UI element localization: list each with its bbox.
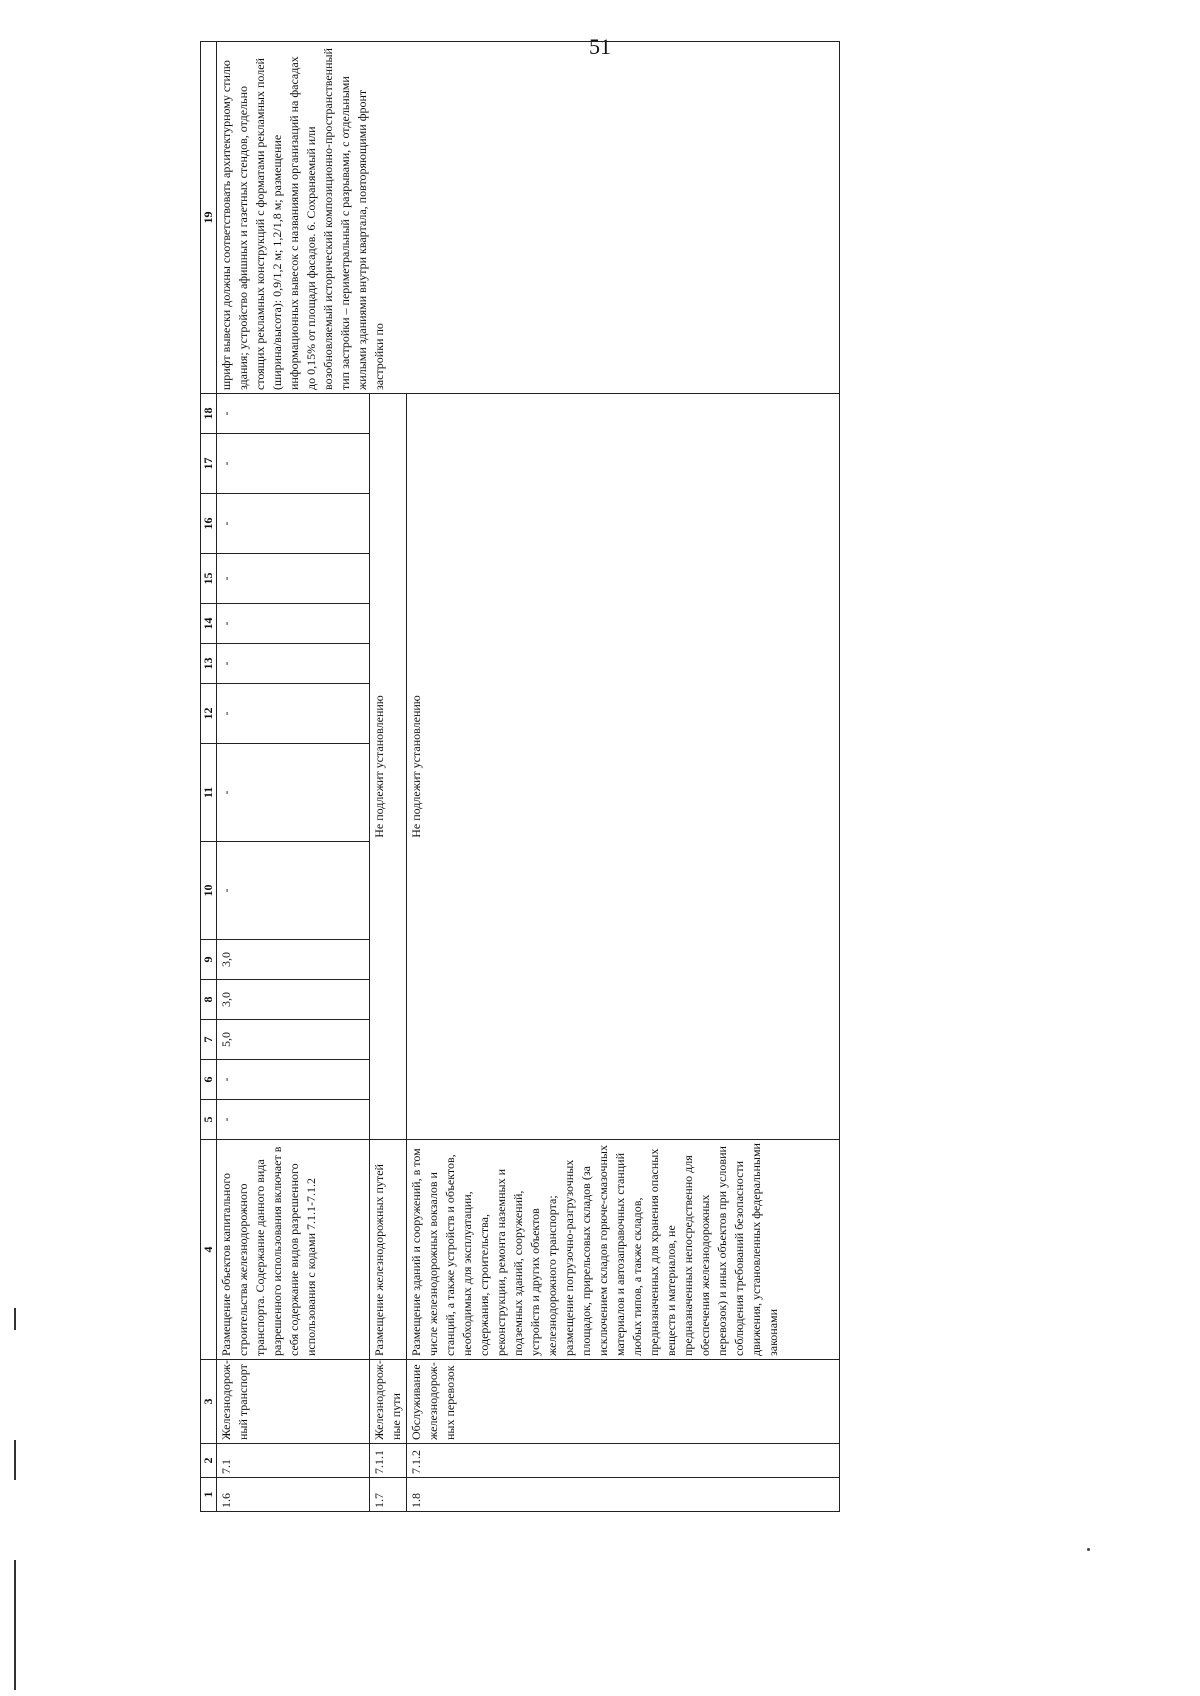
- header-cell: 4: [201, 1140, 217, 1360]
- use-name: Железнодорож-ные пути: [370, 1360, 407, 1444]
- not-applicable-span: Не подлежит установлению: [370, 394, 407, 1140]
- header-cell: 1: [201, 1478, 217, 1512]
- param-cell: 3,0: [217, 940, 370, 980]
- param-cell: 3,0: [217, 980, 370, 1020]
- header-cell: 7: [201, 1020, 217, 1060]
- header-cell: 6: [201, 1060, 217, 1100]
- use-name: Железнодорож-ный транспорт: [217, 1360, 370, 1444]
- param-cell: -: [217, 744, 370, 842]
- header-cell: 10: [201, 842, 217, 940]
- header-cell: 19: [201, 42, 217, 394]
- param-cell: -: [217, 684, 370, 744]
- header-cell: 2: [201, 1444, 217, 1478]
- use-description: Размещение объектов капитального строительства железнодорожного транспорта. Содержание данного вида разрешенного использования включает в себя содержание видов разрешенного использования с кодами 7.1.1-7.1.2: [217, 1140, 370, 1360]
- header-cell: 18: [201, 394, 217, 434]
- restrictions-text: [217, 42, 840, 394]
- header-cell: 13: [201, 644, 217, 684]
- scan-edge-mark: [14, 1560, 16, 1690]
- restrictions-text-part: названиями организаций на фасадах до 0,15% от площади фасадов. 6. Сохраняемый или возобновляемый исторический композиционно-пространственный тип застройки – периметральный с разрывами, с отдельными жилыми зданиями внутри квартала, повторяющими фронт застройки по: [287, 48, 386, 390]
- regulations-table: [200, 41, 840, 1512]
- rotated-table-area: [200, 48, 850, 1512]
- table-header-row: [201, 42, 217, 1512]
- not-applicable-span: Не подлежит установлению: [407, 394, 840, 1140]
- row-number: 1.6: [217, 1478, 370, 1512]
- param-cell: -: [217, 394, 370, 434]
- header-cell: 12: [201, 684, 217, 744]
- param-cell: -: [217, 1100, 370, 1140]
- param-cell: -: [217, 842, 370, 940]
- use-description: Размещение зданий и сооружений, в том числе железнодорожных вокзалов и станций, а также устройств и объектов, необходимых для эксплуатации, содержания, строительства, реконструкции, ремонта наземных и подземных зданий, сооружений, устройств и других объектов железнодорожного транспорта; размещение погрузочно-разгрузочных площадок, прирельсовых складов (за исключением складов горюче-смазочных материалов и автозаправочных станций любых типов, а также складов, предназначенных для хранения опасных веществ и материалов, не предназначенных непосредственно для обеспечения железнодорожных перевозок) и иных объектов при условии соблюдения требований безопасности движения, установленных федеральными законами: [407, 1140, 840, 1360]
- use-code: 7.1.1: [370, 1444, 407, 1478]
- restrictions-text-part: шрифт вывески должны соответствовать архитектурному стилю здания; устройство афишных и газетных стендов, отдельно стоящих рекламных: [219, 60, 267, 390]
- use-name: Обслуживание железнодорож-ных перевозок: [407, 1360, 840, 1444]
- header-cell: 5: [201, 1100, 217, 1140]
- param-cell: -: [217, 604, 370, 644]
- row-number: 1.8: [407, 1478, 840, 1512]
- use-description: Размещение железнодорожных путей: [370, 1140, 407, 1360]
- use-code: 7.1: [217, 1444, 370, 1478]
- header-cell: 16: [201, 494, 217, 554]
- header-cell: 15: [201, 554, 217, 604]
- row-number: 1.7: [370, 1478, 407, 1512]
- param-cell: -: [217, 1060, 370, 1100]
- param-cell: 5,0: [217, 1020, 370, 1060]
- header-cell: 8: [201, 980, 217, 1020]
- scan-edge-mark: [14, 1308, 16, 1330]
- scan-edge-mark: [14, 1440, 16, 1480]
- header-cell: 11: [201, 744, 217, 842]
- restrictions-text-part: конструкций с форматами рекламных полей (ширина/высота): 0,9/1,2 м; 1,2/1,8 м; размещение информационных вывесок с: [253, 58, 301, 390]
- param-cell: -: [217, 554, 370, 604]
- header-cell: 14: [201, 604, 217, 644]
- use-code: 7.1.2: [407, 1444, 840, 1478]
- table-row: [217, 42, 370, 1512]
- page-number: 51: [589, 34, 611, 59]
- param-cell: -: [217, 644, 370, 684]
- scan-speck: [1087, 1548, 1090, 1551]
- param-cell: -: [217, 434, 370, 494]
- header-cell: 3: [201, 1360, 217, 1444]
- rotated-table-inner: [200, 48, 850, 1512]
- header-cell: 17: [201, 434, 217, 494]
- header-cell: 9: [201, 940, 217, 980]
- param-cell: -: [217, 494, 370, 554]
